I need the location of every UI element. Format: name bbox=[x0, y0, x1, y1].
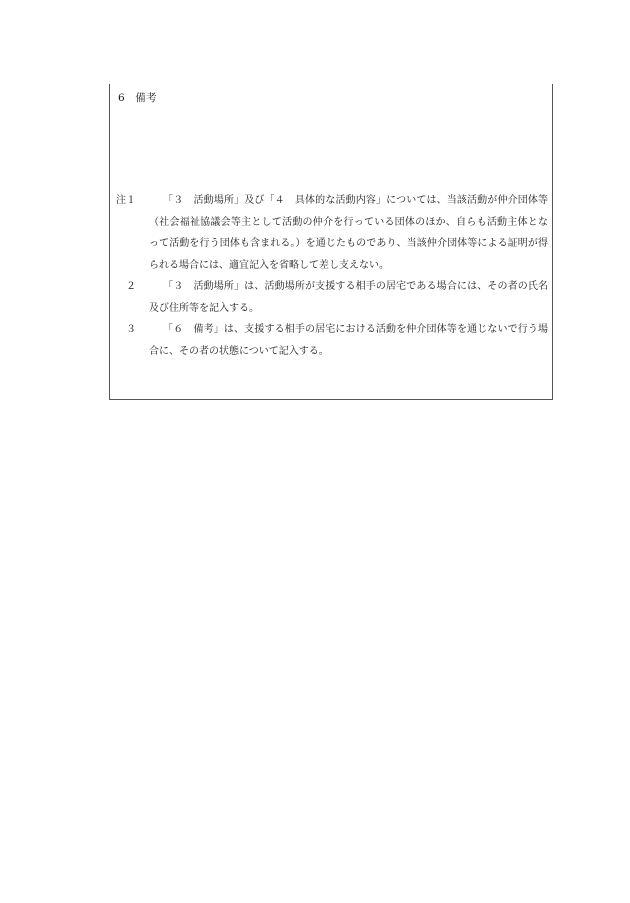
note-item bbox=[116, 319, 548, 362]
section-heading bbox=[118, 90, 157, 105]
section-label: 備考 bbox=[135, 92, 158, 104]
notes-list bbox=[116, 190, 548, 362]
note-label: ２ bbox=[126, 281, 136, 292]
note-label: ３ bbox=[126, 324, 136, 335]
note-text: 「３ 活動場所」は、活動場所が支援する相手の居宅である場合には、その者の氏名及び住所等を記入する。 bbox=[149, 281, 548, 314]
note-item bbox=[116, 190, 548, 276]
note-text: 「６ 備考」は、支援する相手の居宅における活動を仲介団体等を通じないで行う場合に、その者の状態について記入する。 bbox=[149, 324, 548, 357]
note-item bbox=[116, 276, 548, 319]
note-label: 注１ bbox=[116, 195, 136, 206]
remarks-section bbox=[109, 84, 553, 400]
section-number: 6 bbox=[118, 92, 126, 104]
note-text: 「３ 活動場所」及び「４ 具体的な活動内容」については、当該活動が仲介団体等（社会福祉協議会等主として活動の仲介を行っている団体のほか、自らも活動主体となって活動を行う団体も含まれる。）を通じたものであり、当該仲介団体等による証明が得られる場合には、適宜記入を省略して差し支えない。 bbox=[149, 195, 548, 271]
